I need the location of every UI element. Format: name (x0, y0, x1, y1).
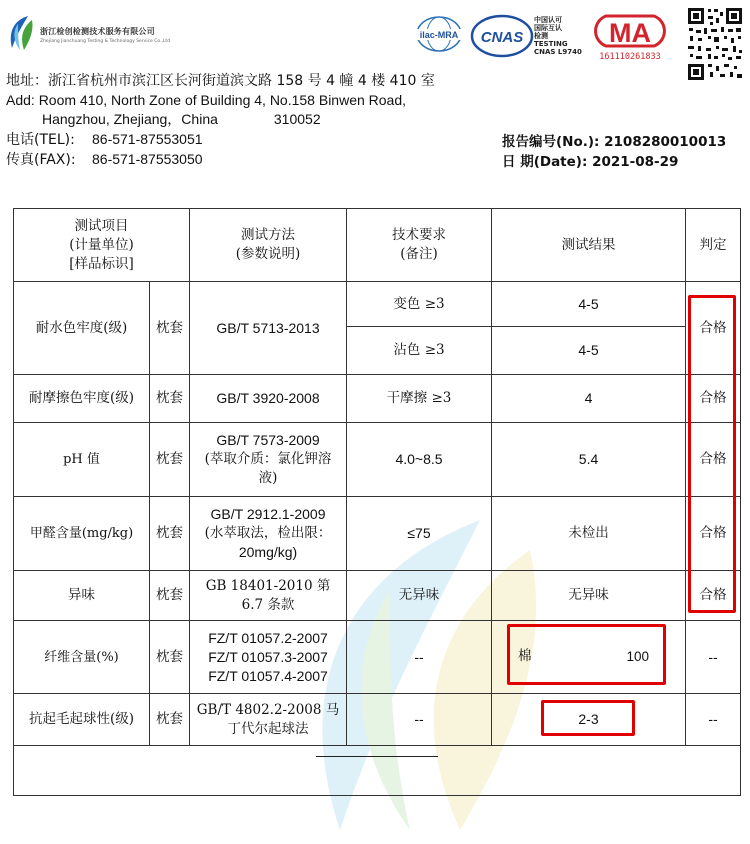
verdict: 合格 (686, 571, 741, 621)
item-name: 纤维含量(%) (14, 621, 150, 694)
header-line: 技术要求 (392, 227, 447, 243)
method-line: (水萃取法，检出限： (204, 525, 332, 541)
method-line: (萃取介质：氯化钾溶 (204, 451, 332, 467)
verdict: -- (686, 621, 741, 694)
result: 无异味 (492, 571, 686, 621)
method-line: 液) (258, 470, 278, 486)
ilac-label: ilac-MRA (419, 30, 459, 40)
header-requirement (347, 209, 492, 282)
requirement: 无异味 (347, 571, 492, 621)
requirement: -- (347, 621, 492, 694)
fax-label: 传真(FAX): (6, 152, 76, 168)
address-en-line1: Add: Room 410, North Zone of Building 4, No.158 Binwen Road, (6, 92, 407, 108)
table-row (14, 375, 741, 423)
test-results-table (13, 208, 741, 796)
table-end-row (14, 746, 741, 796)
cma-logo-icon (592, 12, 668, 50)
report-number: 报告编号(No.): 2108280010013 (502, 134, 727, 150)
company-logo-icon (6, 14, 40, 52)
table-row (14, 571, 741, 621)
requirement: 干摩擦 ≥3 (347, 375, 492, 423)
header-line: 测试方法 (241, 227, 296, 243)
fax-line (6, 150, 203, 169)
table-end-cell (14, 746, 741, 796)
requirement: 变色 ≥3 (347, 282, 492, 327)
header-test-item (14, 209, 190, 282)
item-name: 耐摩擦色牢度(级) (14, 375, 150, 423)
address-cn: 地址：浙江省杭州市滨江区长河街道滨文路 158 号 4 幢 4 楼 410 室 (6, 73, 435, 89)
cnas-line: TESTING (534, 40, 568, 48)
test-method: GB/T 5713-2013 (190, 282, 347, 375)
item-name: 耐水色牢度(级) (14, 282, 150, 375)
test-method (190, 694, 347, 746)
requirement: 沾色 ≥3 (347, 327, 492, 375)
method-line: 6.7 条款 (241, 596, 295, 613)
header-line: 测试项目 (74, 217, 129, 234)
method-line: GB/T 4802.2-2008 马 (196, 701, 340, 718)
fiber-percent: 100 (626, 649, 650, 664)
qr-code-icon (686, 6, 744, 82)
verdict: 合格 (686, 282, 741, 375)
verdict: -- (686, 694, 741, 746)
test-method (190, 423, 347, 497)
header-verdict: 判定 (686, 209, 741, 282)
item-name: 抗起毛起球性(级) (14, 694, 150, 746)
test-method: GB/T 3920-2008 (190, 375, 347, 423)
sample-id: 枕套 (150, 375, 190, 423)
method-line: 20mg/kg) (238, 544, 298, 560)
sample-id: 枕套 (150, 282, 190, 375)
result: 2-3 (492, 694, 686, 746)
table-row (14, 423, 741, 497)
cnas-accreditation-text (534, 16, 582, 56)
table-row (14, 497, 741, 571)
item-name: 甲醛含量(mg/kg) (14, 497, 150, 571)
result: 未检出 (492, 497, 686, 571)
cnas-line: 检测 (534, 32, 548, 40)
method-line: 丁代尔起球法 (227, 720, 309, 737)
header-line: (计量单位) (69, 236, 134, 253)
table-row (14, 694, 741, 746)
company-name (40, 26, 170, 44)
result: 5.4 (492, 423, 686, 497)
sample-id: 枕套 (150, 497, 190, 571)
company-name-cn: 浙江检创检测技术服务有限公司 (40, 27, 155, 36)
method-line: GB 18401-2010 第 (205, 577, 331, 594)
fiber-name: 棉 (518, 648, 532, 664)
test-method (190, 621, 347, 694)
cnas-line: CNAS L9740 (534, 48, 582, 56)
sample-id: 枕套 (150, 423, 190, 497)
method-line: FZ/T 01057.2-2007 (208, 629, 328, 646)
company-name-en: Zhejiang Jianchuang Testing & Technology Service Co.,Ltd (40, 39, 171, 44)
header-test-method (190, 209, 347, 282)
verdict: 合格 (686, 497, 741, 571)
method-line: GB/T 2912.1-2009 (210, 506, 326, 522)
address-city: Hangzhou, Zhejiang，China (42, 111, 218, 127)
result: 4-5 (492, 282, 686, 327)
requirement: -- (347, 694, 492, 746)
item-name: 异味 (14, 571, 150, 621)
address-zip: 310052 (273, 111, 321, 127)
table-row (14, 621, 741, 694)
method-line: FZ/T 01057.4-2007 (208, 667, 328, 684)
header-line: (参数说明) (235, 246, 301, 262)
sample-id: 枕套 (150, 571, 190, 621)
cnas-logo-icon (470, 14, 534, 58)
sample-id: 枕套 (150, 694, 190, 746)
cnas-line: 中国认可 (534, 16, 562, 24)
table-row (14, 282, 741, 327)
result: 4 (492, 375, 686, 423)
end-of-table-line (316, 756, 438, 757)
phone-line (6, 130, 203, 149)
test-method (190, 497, 347, 571)
header-line: (备注) (400, 246, 438, 262)
report-date: 日 期(Date): 2021-08-29 (502, 154, 679, 170)
requirement: 4.0~8.5 (347, 423, 492, 497)
verdict: 合格 (686, 423, 741, 497)
header-result: 测试结果 (492, 209, 686, 282)
item-name: pH 值 (14, 423, 150, 497)
cnas-line: 国际互认 (534, 24, 562, 32)
address-en-line2 (42, 110, 321, 128)
ma-label: MA (609, 18, 651, 48)
result: 4-5 (492, 327, 686, 375)
result (492, 621, 686, 694)
requirement: ≤75 (347, 497, 492, 571)
fax-value: 86-571-87553050 (92, 151, 203, 167)
ilac-mra-logo-icon (412, 14, 466, 54)
phone-label: 电话(TEL): (6, 132, 75, 148)
test-method (190, 571, 347, 621)
cnas-label: CNAS (480, 29, 524, 46)
method-line: FZ/T 01057.3-2007 (208, 648, 328, 665)
cma-number: 161110261833 (599, 52, 661, 62)
header-line: [样品标识] (69, 255, 134, 272)
verdict: 合格 (686, 375, 741, 423)
phone-value: 86-571-87553051 (92, 131, 203, 147)
sample-id: 枕套 (150, 621, 190, 694)
method-line: GB/T 7573-2009 (216, 432, 320, 448)
table-header-row (14, 209, 741, 282)
